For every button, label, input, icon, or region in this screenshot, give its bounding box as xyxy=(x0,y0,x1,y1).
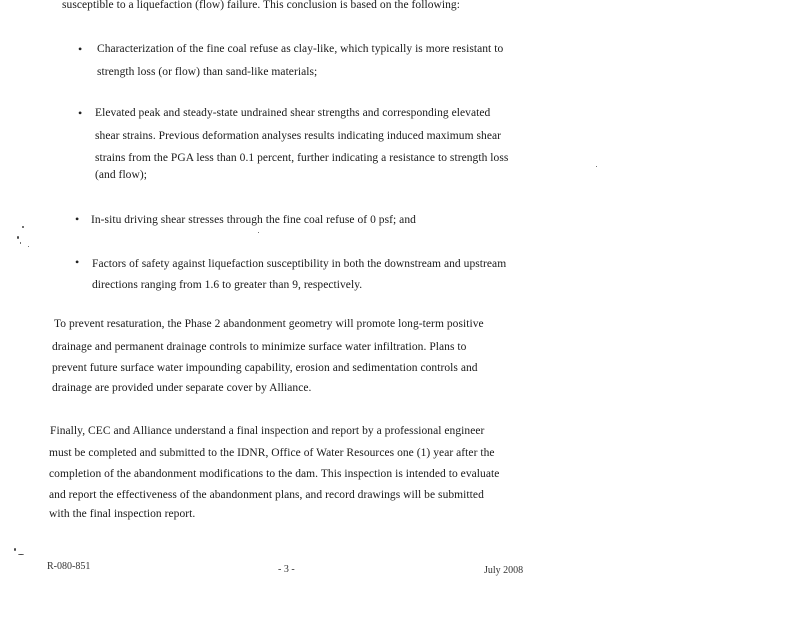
footer-date: July 2008 xyxy=(484,565,524,576)
bullet-line: (and flow); xyxy=(95,169,147,181)
scan-speck xyxy=(258,232,259,233)
paragraph-line: drainage are provided under separate cover by Alliance. xyxy=(52,382,312,394)
bullet-icon: • xyxy=(78,42,83,56)
bullet-line: directions ranging from 1.6 to greater than 9, respectively. xyxy=(92,279,363,291)
scan-speck xyxy=(596,166,597,167)
footer-document-number: R-080-851 xyxy=(47,561,91,572)
footer-page-number: - 3 - xyxy=(278,564,295,575)
bullet-icon: • xyxy=(78,106,83,120)
paragraph-line: must be completed and submitted to the IDNR, Office of Water Resources one (1) year after the xyxy=(49,447,495,459)
scan-speck xyxy=(28,246,29,247)
scan-speck xyxy=(22,226,24,228)
bullet-line: shear strains. Previous deformation analyses results indicating induced maximum shear xyxy=(95,130,502,142)
scan-speck xyxy=(20,242,21,244)
bullet-line: strains from the PGA less than 0.1 percent, further indicating a resistance to strength loss xyxy=(95,152,509,164)
scan-speck xyxy=(17,236,19,239)
bullet-line: In-situ driving shear stresses through the fine coal refuse of 0 psf; and xyxy=(91,214,416,226)
intro-line: susceptible to a liquefaction (flow) failure. This conclusion is based on the following: xyxy=(62,0,460,11)
scan-speck xyxy=(18,554,24,555)
bullet-line: Factors of safety against liquefaction susceptibility in both the downstream and upstream xyxy=(92,258,507,270)
bullet-line: Elevated peak and steady-state undrained shear strengths and corresponding elevated xyxy=(95,107,491,119)
paragraph-line: prevent future surface water impounding capability, erosion and sedimentation controls and xyxy=(52,362,478,374)
bullet-line: Characterization of the fine coal refuse as clay-like, which typically is more resistant to xyxy=(97,43,504,55)
bullet-icon: • xyxy=(75,255,80,269)
paragraph-line: and report the effectiveness of the abandonment plans, and record drawings will be submitted xyxy=(49,489,484,501)
bullet-line: strength loss (or flow) than sand-like materials; xyxy=(97,66,318,78)
paragraph-line: To prevent resaturation, the Phase 2 abandonment geometry will promote long-term positive xyxy=(54,318,484,330)
bullet-icon: • xyxy=(75,212,80,226)
paragraph-line: Finally, CEC and Alliance understand a final inspection and report by a professional engineer xyxy=(50,425,485,437)
scan-speck xyxy=(14,548,16,551)
paragraph-line: drainage and permanent drainage controls to minimize surface water infiltration. Plans to xyxy=(52,341,467,353)
paragraph-line: completion of the abandonment modifications to the dam. This inspection is intended to evaluate xyxy=(49,468,500,480)
paragraph-line: with the final inspection report. xyxy=(49,508,196,520)
